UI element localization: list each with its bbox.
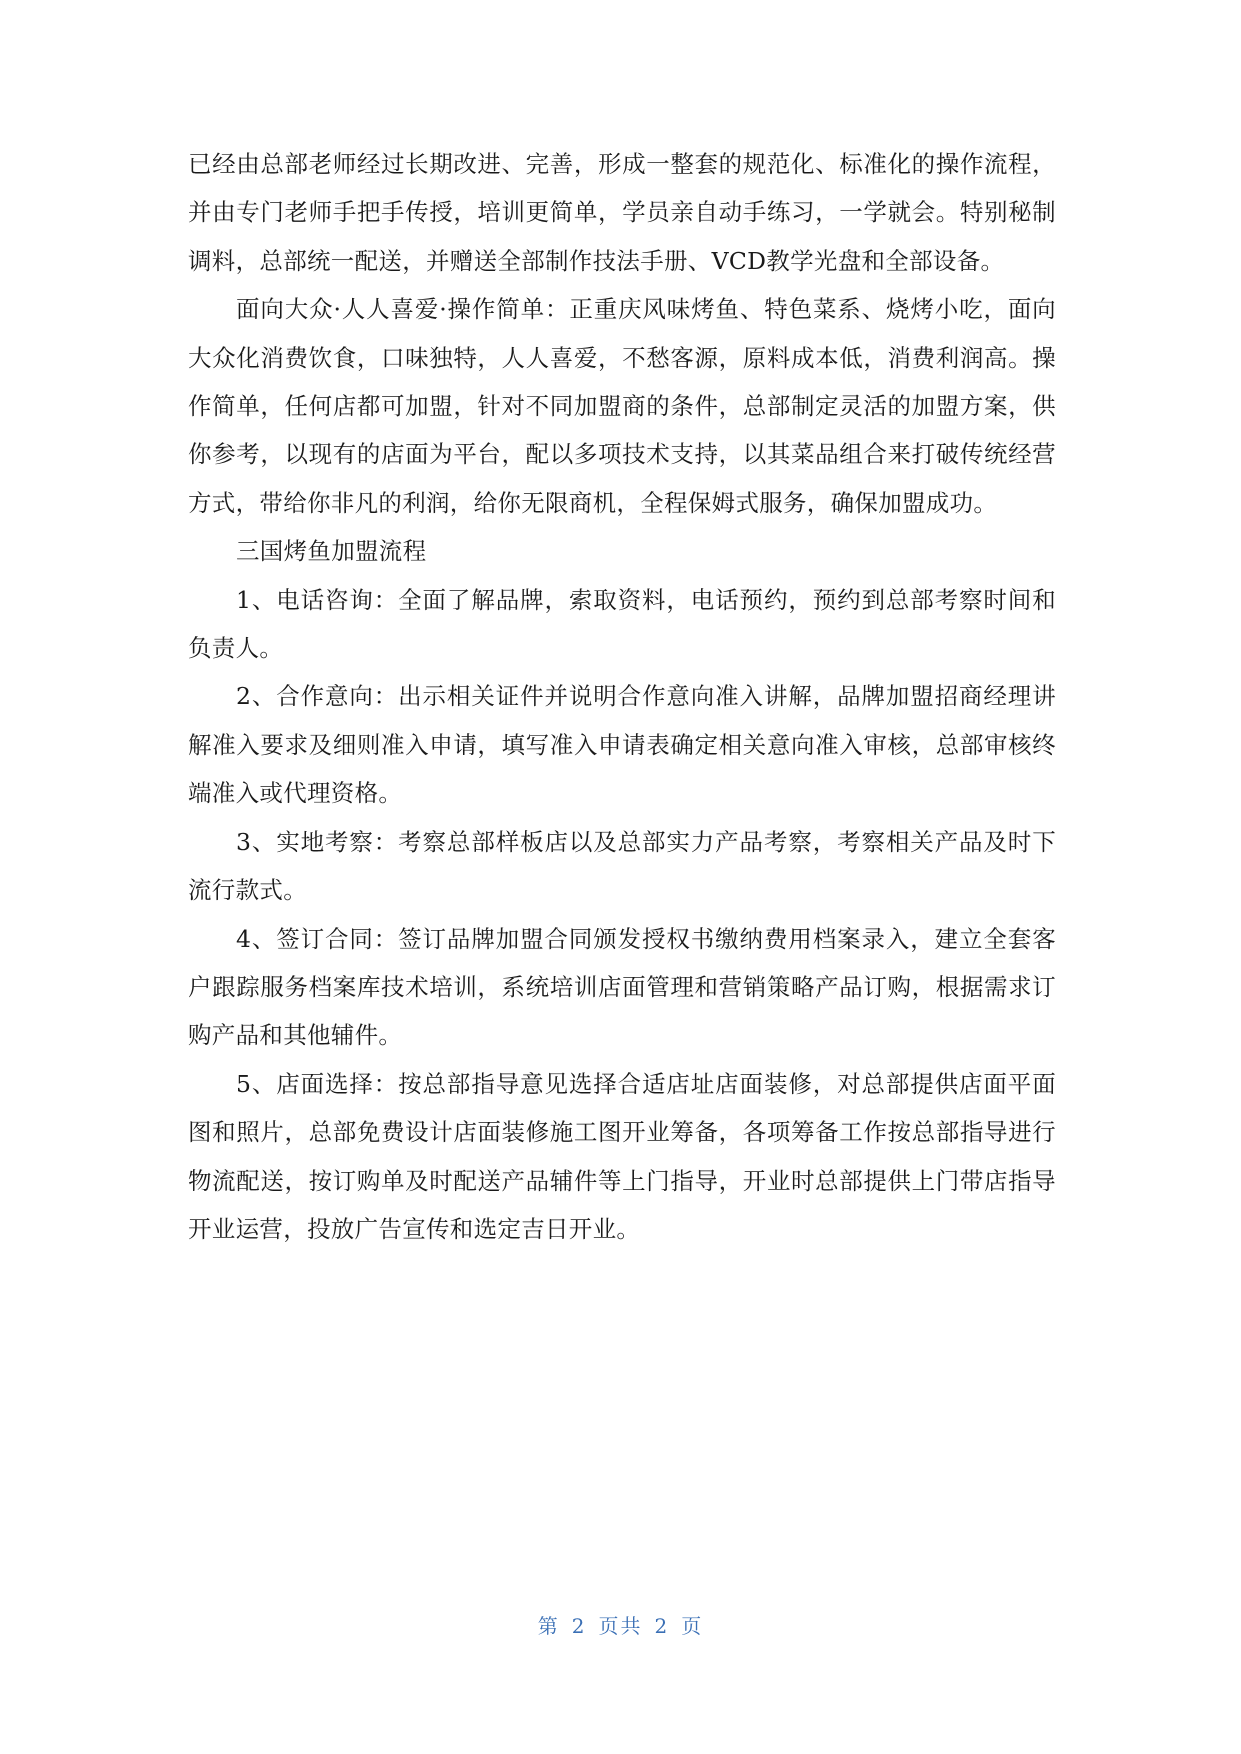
footer-total-pages: 2	[654, 1614, 670, 1638]
footer-middle: 页共	[598, 1614, 643, 1638]
paragraph-training: 已经由总部老师经过长期改进、完善，形成一整套的规范化、标准化的操作流程，并由专门老师手把手传授，培训更简单，学员亲自动手练习，一学就会。特别秘制调料，总部统一配送，并赠送全部制作技法手册、VCD教学光盘和全部设备。	[188, 150, 1056, 275]
paragraph-step-3: 3、实地考察：考察总部样板店以及总部实力产品考察，考察相关产品及时下流行款式。	[188, 827, 1056, 905]
footer-prefix: 第	[537, 1614, 560, 1638]
paragraph-step-5: 5、店面选择：按总部指导意见选择合适店址店面装修，对总部提供店面平面图和照片，总部免费设计店面装修施工图开业筹备，各项筹备工作按总部指导进行物流配送，按订购单及时配送产品辅件等上门指导，开业时总部提供上门带店指导开业运营，投放广告宣传和选定吉日开业。	[188, 1069, 1056, 1243]
section-heading-franchise-process: 三国烤鱼加盟流程	[236, 537, 427, 566]
paragraph-step-1: 1、电话咨询：全面了解品牌，索取资料，电话预约，预约到总部考察时间和负责人。	[188, 585, 1056, 663]
paragraph-mass-appeal: 面向大众·人人喜爱·操作简单：正重庆风味烤鱼、特色菜系、烧烤小吃，面向大众化消费饮食，口味独特，人人喜爱，不愁客源，原料成本低，消费利润高。操作简单，任何店都可加盟，针对不同加盟商的条件，总部制定灵活的加盟方案，供你参考，以现有的店面为平台，配以多项技术支持，以其菜品组合来打破传统经营方式，带给你非凡的利润，给你无限商机，全程保姆式服务，确保加盟成功。	[188, 295, 1056, 517]
footer-current-page: 2	[571, 1614, 587, 1638]
paragraph-step-2: 2、合作意向：出示相关证件并说明合作意向准入讲解，品牌加盟招商经理讲解准入要求及细则准入申请，填写准入申请表确定相关意向准入审核，总部审核终端准入或代理资格。	[188, 682, 1056, 808]
footer-suffix: 页	[681, 1614, 704, 1638]
paragraph-step-4: 4、签订合同：签订品牌加盟合同颁发授权书缴纳费用档案录入，建立全套客户跟踪服务档案库技术培训，系统培训店面管理和营销策略产品订购，根据需求订购产品和其他辅件。	[188, 924, 1056, 1050]
document-body	[188, 140, 1056, 1253]
page-footer	[0, 1610, 1241, 1639]
